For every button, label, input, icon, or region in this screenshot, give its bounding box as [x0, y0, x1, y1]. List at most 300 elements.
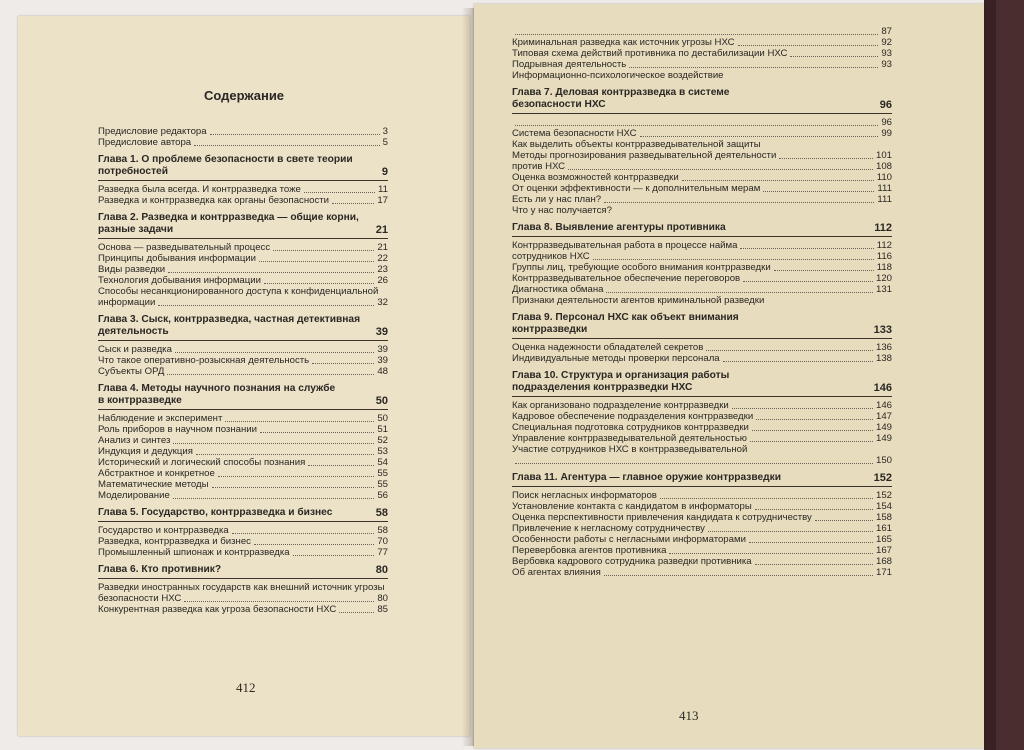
- toc-entry[interactable]: [512, 534, 892, 545]
- toc-entry-page: 101: [875, 150, 892, 161]
- toc-entry[interactable]: [98, 435, 388, 446]
- toc-leader-dots: [210, 134, 380, 135]
- toc-entry[interactable]: [98, 184, 388, 195]
- chapter-page: 152: [873, 472, 892, 484]
- toc-leader-dots: [196, 454, 374, 455]
- toc-leader-dots: [218, 476, 374, 477]
- toc-entry-title: Типовая схема действий противника по дестабилизации НХС: [512, 48, 788, 59]
- toc-entry[interactable]: [512, 26, 892, 37]
- toc-leader-dots: [790, 56, 878, 57]
- toc-entry-page: 120: [875, 273, 892, 284]
- toc-leader-dots: [273, 250, 374, 251]
- toc-entry[interactable]: [512, 523, 892, 534]
- toc-chapter[interactable]: [512, 370, 892, 397]
- chapter-line: [512, 324, 892, 336]
- toc-entry-page: 110: [876, 172, 892, 183]
- chapter-rule: [98, 180, 388, 181]
- toc-entry-title: Как выделить объекты контрразведывательной защиты: [512, 139, 761, 150]
- toc-entry[interactable]: [512, 400, 892, 411]
- toc-entry[interactable]: [98, 344, 388, 355]
- toc-entry-title: Индивидуальные методы проверки персонала: [512, 353, 720, 364]
- chapter-line: [98, 326, 388, 338]
- toc-entry-title: Особенности работы с негласными информаторами: [512, 534, 746, 545]
- toc-leader-dots: [755, 509, 873, 510]
- toc-entry-title: Информационно-психологическое воздействие: [512, 70, 724, 81]
- toc-entry[interactable]: [512, 48, 892, 59]
- toc-leader-dots: [593, 259, 874, 260]
- toc-leader-dots: [723, 361, 873, 362]
- toc-entry-page: 161: [875, 523, 892, 534]
- toc-entry-title: Разведка была всегда. И контрразведка тоже: [98, 184, 301, 195]
- toc-entry[interactable]: [98, 355, 388, 366]
- toc-leader-dots: [515, 463, 873, 464]
- chapter-title-cont: потребностей: [98, 166, 168, 177]
- toc-entry-title: сотрудников НХС: [512, 251, 590, 262]
- toc-leader-dots: [750, 441, 873, 442]
- toc-leader-dots: [640, 136, 879, 137]
- toc-entry-page: 152: [875, 490, 892, 501]
- toc-entry-title: Поиск негласных информаторов: [512, 490, 657, 501]
- toc-entry[interactable]: [512, 37, 892, 48]
- chapter-title-cont: контрразведки: [512, 324, 588, 335]
- chapter-title: Глава 10. Структура и организация работы: [512, 370, 730, 381]
- toc-entry-title: безопасности НХС: [98, 593, 182, 604]
- chapter-title: Глава 8. Выявление агентуры противника: [512, 222, 726, 233]
- toc-entry-title: Роль приборов в научном познании: [98, 424, 257, 435]
- toc-entry-title: Предисловие редактора: [98, 126, 207, 137]
- toc-leader-dots: [304, 192, 375, 193]
- toc-entry[interactable]: [512, 150, 892, 161]
- toc-entry-title: Индукция и дедукция: [98, 446, 193, 457]
- toc-leader-dots: [158, 305, 374, 306]
- toc-entry[interactable]: [512, 172, 892, 183]
- toc-entry-title: Наблюдение и эксперимент: [98, 413, 223, 424]
- toc-entry-title: Система безопасности НХС: [512, 128, 637, 139]
- toc-entry-page: 111: [877, 183, 892, 194]
- chapter-page: 39: [375, 326, 388, 338]
- toc-entry-title: Привлечение к негласному сотрудничеству: [512, 523, 705, 534]
- toc-entry[interactable]: [512, 183, 892, 194]
- toc-leader-dots: [194, 145, 380, 146]
- chapter-page: 146: [873, 382, 892, 394]
- toc-entry[interactable]: [98, 593, 388, 604]
- toc-entry[interactable]: [512, 161, 892, 172]
- toc-entry-page: 147: [875, 411, 892, 422]
- toc-entry-title: Конкурентная разведка как угроза безопасности НХС: [98, 604, 337, 615]
- toc-entry[interactable]: [512, 490, 892, 501]
- toc-leader-dots: [815, 520, 873, 521]
- toc-leader-dots: [708, 531, 873, 532]
- toc-entry[interactable]: [512, 273, 892, 284]
- chapter-title-cont: подразделения контрразведки НХС: [512, 382, 693, 393]
- left-page: [18, 16, 470, 736]
- toc-entry-page: 168: [875, 556, 892, 567]
- chapter-line: [512, 370, 892, 382]
- toc-leader-dots: [175, 352, 374, 353]
- toc-entry-title: Группы лиц, требующие особого внимания контрразведки: [512, 262, 771, 273]
- toc-title: Содержание: [203, 88, 285, 103]
- toc-entry[interactable]: [512, 353, 892, 364]
- chapter-page: 133: [873, 324, 892, 336]
- toc-leader-dots: [660, 498, 873, 499]
- toc-entry-page: 92: [881, 37, 892, 48]
- toc-leader-dots: [774, 270, 874, 271]
- toc-entry-page: 167: [875, 545, 892, 556]
- chapter-title: Глава 3. Сыск, контрразведка, частная детективная: [98, 314, 361, 325]
- toc-entry-title: Подрывная деятельность: [512, 59, 627, 70]
- toc-entry-title: Управление контрразведывательной деятельностью: [512, 433, 747, 444]
- toc-entry-title: Моделирование: [98, 490, 170, 501]
- left-toc-list: [98, 126, 388, 615]
- toc-entry[interactable]: [98, 137, 388, 148]
- toc-leader-dots: [212, 487, 375, 488]
- chapter-title: Глава 11. Агентура — главное оружие контрразведки: [512, 472, 781, 483]
- toc-entry[interactable]: [98, 525, 388, 536]
- toc-entry[interactable]: [98, 490, 388, 501]
- toc-entry-title: Математические методы: [98, 479, 209, 490]
- chapter-page: 80: [375, 564, 388, 576]
- chapter-line: [512, 222, 892, 234]
- chapter-page: 50: [375, 395, 388, 407]
- toc-entry-title: Оценка перспективности привлечения кандидата к сотрудничеству: [512, 512, 812, 523]
- toc-entry-page: 165: [875, 534, 892, 545]
- toc-entry[interactable]: [512, 240, 892, 251]
- toc-entry[interactable]: [512, 139, 892, 150]
- chapter-line: [512, 87, 892, 99]
- toc-entry-title: Технология добывания информации: [98, 275, 261, 286]
- toc-entry[interactable]: [512, 251, 892, 262]
- toc-entry[interactable]: [512, 70, 892, 81]
- toc-entry-page: 118: [876, 262, 892, 273]
- toc-entry[interactable]: [512, 545, 892, 556]
- chapter-rule: [98, 238, 388, 239]
- chapter-title-cont: в контрразведке: [98, 395, 182, 406]
- toc-entry-title: Что у нас получается?: [512, 205, 612, 216]
- toc-entry-page: 154: [875, 501, 892, 512]
- chapter-rule: [512, 396, 892, 397]
- toc-entry-page: 56: [377, 490, 388, 501]
- chapter-line: [98, 224, 388, 236]
- toc-entry-page: 58: [377, 525, 388, 536]
- toc-entry-title: Как организовано подразделение контрразведки: [512, 400, 729, 411]
- toc-entry-title: Контрразведывательная работа в процессе найма: [512, 240, 738, 251]
- chapter-title-cont: безопасности НХС: [512, 99, 606, 110]
- toc-entry-page: 96: [881, 117, 892, 128]
- toc-leader-dots: [254, 544, 374, 545]
- toc-entry[interactable]: [98, 479, 388, 490]
- toc-entry[interactable]: [512, 444, 892, 455]
- toc-entry-page: 150: [875, 455, 892, 466]
- toc-entry-page: 171: [875, 567, 892, 578]
- toc-entry-title: Кадровое обеспечение подразделения контрразведки: [512, 411, 754, 422]
- toc-leader-dots: [293, 555, 375, 556]
- right-toc-list: [512, 26, 892, 578]
- toc-entry-page: 70: [377, 536, 388, 547]
- toc-entry-title: Диагностика обмана: [512, 284, 604, 295]
- chapter-page: 112: [874, 222, 892, 234]
- toc-entry-title: Промышленный шпионаж и контрразведка: [98, 547, 290, 558]
- toc-chapter[interactable]: [512, 87, 892, 114]
- right-page: [474, 4, 984, 748]
- toc-entry-page: 138: [875, 353, 892, 364]
- chapter-rule: [512, 113, 892, 114]
- toc-entry-page: 111: [877, 194, 892, 205]
- toc-entry[interactable]: [512, 295, 892, 306]
- toc-leader-dots: [763, 191, 874, 192]
- toc-entry[interactable]: [512, 567, 892, 578]
- toc-leader-dots: [779, 158, 873, 159]
- toc-leader-dots: [752, 430, 873, 431]
- toc-leader-dots: [173, 443, 374, 444]
- toc-entry-page: 17: [377, 195, 388, 206]
- toc-entry[interactable]: [98, 264, 388, 275]
- toc-entry[interactable]: [98, 366, 388, 377]
- toc-leader-dots: [755, 564, 873, 565]
- toc-leader-dots: [264, 283, 374, 284]
- toc-entry-page: 39: [377, 355, 388, 366]
- chapter-rule: [98, 340, 388, 341]
- chapter-line: [98, 507, 388, 519]
- toc-leader-dots: [749, 542, 873, 543]
- toc-entry[interactable]: [512, 205, 892, 216]
- toc-entry[interactable]: [512, 501, 892, 512]
- chapter-title: Глава 5. Государство, контрразведка и бизнес: [98, 507, 333, 518]
- toc-leader-dots: [706, 350, 873, 351]
- toc-entry-title: Контрразведывательное обеспечение переговоров: [512, 273, 741, 284]
- chapter-title: Глава 6. Кто противник?: [98, 564, 222, 575]
- toc-leader-dots: [515, 125, 878, 126]
- book-cover-spine: [984, 0, 996, 750]
- toc-entry[interactable]: [512, 433, 892, 444]
- toc-entry-title: Методы прогнозирования разведывательной деятельности: [512, 150, 777, 161]
- toc-entry-title: Исторический и логический способы познания: [98, 457, 306, 468]
- chapter-line: [98, 564, 388, 576]
- toc-entry-page: 51: [377, 424, 388, 435]
- toc-entry-page: 87: [881, 26, 892, 37]
- chapter-title-cont: деятельность: [98, 326, 169, 337]
- chapter-line: [512, 99, 892, 111]
- toc-entry-page: 149: [875, 433, 892, 444]
- toc-entry[interactable]: [98, 195, 388, 206]
- chapter-line: [98, 154, 388, 166]
- toc-entry-page: 55: [377, 479, 388, 490]
- toc-entry-page: 116: [876, 251, 892, 262]
- toc-entry-page: 136: [875, 342, 892, 353]
- chapter-line: [98, 212, 388, 224]
- toc-leader-dots: [738, 45, 879, 46]
- toc-entry-page: 5: [382, 137, 388, 148]
- toc-leader-dots: [173, 498, 375, 499]
- toc-entry-title: Абстрактное и конкретное: [98, 468, 215, 479]
- chapter-page: 21: [375, 224, 388, 236]
- chapter-line: [512, 312, 892, 324]
- toc-entry-title: Разведка и контрразведка как органы безопасности: [98, 195, 330, 206]
- toc-entry[interactable]: [98, 547, 388, 558]
- chapter-rule: [98, 409, 388, 410]
- toc-entry-page: 22: [377, 253, 388, 264]
- toc-leader-dots: [604, 575, 873, 576]
- toc-leader-dots: [756, 419, 873, 420]
- toc-entry-page: 53: [377, 446, 388, 457]
- toc-leader-dots: [740, 248, 873, 249]
- toc-leader-dots: [225, 421, 374, 422]
- toc-entry-page: 48: [377, 366, 388, 377]
- toc-entry-title: Об агентах влияния: [512, 567, 601, 578]
- chapter-line: [98, 383, 388, 395]
- toc-entry-page: 149: [875, 422, 892, 433]
- toc-leader-dots: [339, 612, 374, 613]
- chapter-title: Глава 4. Методы научного познания на службе: [98, 383, 336, 394]
- toc-entry-title: Установление контакта с кандидатом в информаторы: [512, 501, 752, 512]
- toc-entry-page: 146: [875, 400, 892, 411]
- chapter-rule: [512, 486, 892, 487]
- toc-entry-title: Анализ и синтез: [98, 435, 171, 446]
- toc-entry-page: 52: [377, 435, 388, 446]
- toc-entry[interactable]: [98, 582, 388, 593]
- toc-entry-page: 11: [378, 184, 388, 195]
- toc-entry[interactable]: [98, 457, 388, 468]
- chapter-title-cont: разные задачи: [98, 224, 174, 235]
- chapter-page: 58: [375, 507, 388, 519]
- chapter-title: Глава 9. Персонал НХС как объект внимания: [512, 312, 739, 323]
- toc-entry[interactable]: [512, 128, 892, 139]
- toc-entry-title: Специальная подготовка сотрудников контрразведки: [512, 422, 749, 433]
- toc-leader-dots: [629, 67, 878, 68]
- toc-entry-title: Признаки деятельности агентов криминальной разведки: [512, 295, 765, 306]
- toc-leader-dots: [232, 533, 375, 534]
- toc-entry-title: Сыск и разведка: [98, 344, 172, 355]
- toc-entry-title: Основа — разведывательный процесс: [98, 242, 271, 253]
- chapter-line: [98, 314, 388, 326]
- toc-leader-dots: [669, 553, 873, 554]
- toc-entry-title: Разведка, контрразведка и бизнес: [98, 536, 251, 547]
- toc-entry[interactable]: [98, 275, 388, 286]
- toc-leader-dots: [568, 169, 873, 170]
- chapter-line: [512, 382, 892, 394]
- toc-chapter[interactable]: [98, 154, 388, 181]
- toc-entry-title: информации: [98, 297, 156, 308]
- toc-entry-title: Виды разведки: [98, 264, 166, 275]
- toc-entry-title: Государство и контрразведка: [98, 525, 229, 536]
- chapter-page: 96: [879, 99, 892, 111]
- toc-entry-title: Субъекты ОРД: [98, 366, 165, 377]
- chapter-line: [98, 166, 388, 178]
- chapter-rule: [512, 338, 892, 339]
- toc-entry[interactable]: [512, 262, 892, 273]
- toc-entry-page: 23: [377, 264, 388, 275]
- toc-entry-page: 26: [377, 275, 388, 286]
- toc-entry-title: Предисловие автора: [98, 137, 192, 148]
- toc-chapter[interactable]: [98, 383, 388, 410]
- chapter-title: Глава 7. Деловая контрразведка в системе: [512, 87, 730, 98]
- toc-entry[interactable]: [98, 253, 388, 264]
- toc-leader-dots: [308, 465, 374, 466]
- toc-entry[interactable]: [512, 194, 892, 205]
- toc-entry[interactable]: [98, 446, 388, 457]
- toc-entry-page: 85: [377, 604, 388, 615]
- toc-entry-title: Оценка возможностей контрразведки: [512, 172, 679, 183]
- toc-entry[interactable]: [512, 117, 892, 128]
- toc-entry[interactable]: [98, 126, 388, 137]
- toc-entry-page: 99: [881, 128, 892, 139]
- toc-entry-title: Что такое оперативно-розыскная деятельность: [98, 355, 310, 366]
- toc-entry-title: Вербовка кадрового сотрудника разведки противника: [512, 556, 752, 567]
- toc-entry-page: 93: [881, 48, 892, 59]
- toc-chapter[interactable]: [512, 472, 892, 487]
- toc-chapter[interactable]: [98, 564, 388, 579]
- toc-chapter[interactable]: [98, 212, 388, 239]
- chapter-rule: [98, 521, 388, 522]
- toc-entry-page: 54: [377, 457, 388, 468]
- toc-leader-dots: [312, 363, 374, 364]
- toc-entry-title: Способы несанкционированного доступа к конфиденциальной: [98, 286, 379, 297]
- toc-entry-title: Разведки иностранных государств как внешний источник угрозы: [98, 582, 385, 593]
- toc-entry[interactable]: [512, 284, 892, 295]
- toc-entry-title: Оценка надежности обладателей секретов: [512, 342, 704, 353]
- toc-entry-title: Криминальная разведка как источник угрозы НХС: [512, 37, 735, 48]
- toc-chapter[interactable]: [98, 314, 388, 341]
- toc-entry[interactable]: [512, 512, 892, 523]
- toc-entry[interactable]: [98, 286, 388, 297]
- toc-entry-page: 55: [377, 468, 388, 479]
- toc-leader-dots: [606, 292, 873, 293]
- toc-chapter[interactable]: [98, 507, 388, 522]
- right-page-number: 413: [679, 708, 699, 723]
- toc-entry[interactable]: [98, 604, 388, 615]
- chapter-line: [512, 472, 892, 484]
- toc-leader-dots: [604, 202, 874, 203]
- chapter-rule: [98, 578, 388, 579]
- toc-entry-page: 112: [876, 240, 892, 251]
- toc-leader-dots: [168, 272, 374, 273]
- toc-entry[interactable]: [98, 297, 388, 308]
- toc-entry[interactable]: [512, 342, 892, 353]
- toc-entry-title: Есть ли у нас план?: [512, 194, 602, 205]
- toc-entry[interactable]: [512, 59, 892, 70]
- chapter-rule: [512, 236, 892, 237]
- toc-entry[interactable]: [98, 424, 388, 435]
- chapter-title: Глава 1. О проблеме безопасности в свете теории: [98, 154, 353, 165]
- toc-entry[interactable]: [98, 536, 388, 547]
- toc-entry-page: 21: [377, 242, 388, 253]
- toc-entry-title: Участие сотрудников НХС в контрразведывательной: [512, 444, 748, 455]
- toc-leader-dots: [167, 374, 374, 375]
- toc-entry[interactable]: [512, 411, 892, 422]
- toc-entry[interactable]: [98, 468, 388, 479]
- toc-entry-page: 93: [881, 59, 892, 70]
- toc-entry[interactable]: [98, 242, 388, 253]
- toc-entry[interactable]: [512, 556, 892, 567]
- toc-entry[interactable]: [512, 455, 892, 466]
- toc-leader-dots: [682, 180, 874, 181]
- toc-chapter[interactable]: [512, 312, 892, 339]
- toc-leader-dots: [732, 408, 873, 409]
- toc-chapter[interactable]: [512, 222, 892, 237]
- chapter-page: 9: [381, 166, 388, 178]
- toc-entry[interactable]: [98, 413, 388, 424]
- toc-leader-dots: [184, 601, 374, 602]
- toc-entry-page: 80: [377, 593, 388, 604]
- toc-entry-page: 50: [377, 413, 388, 424]
- toc-entry[interactable]: [512, 422, 892, 433]
- toc-entry-page: 39: [377, 344, 388, 355]
- toc-leader-dots: [332, 203, 374, 204]
- toc-entry-title: Перевербовка агентов противника: [512, 545, 667, 556]
- toc-leader-dots: [743, 281, 873, 282]
- toc-entry-page: 3: [382, 126, 388, 137]
- toc-entry-page: 158: [875, 512, 892, 523]
- chapter-title: Глава 2. Разведка и контрразведка — общие корни,: [98, 212, 359, 223]
